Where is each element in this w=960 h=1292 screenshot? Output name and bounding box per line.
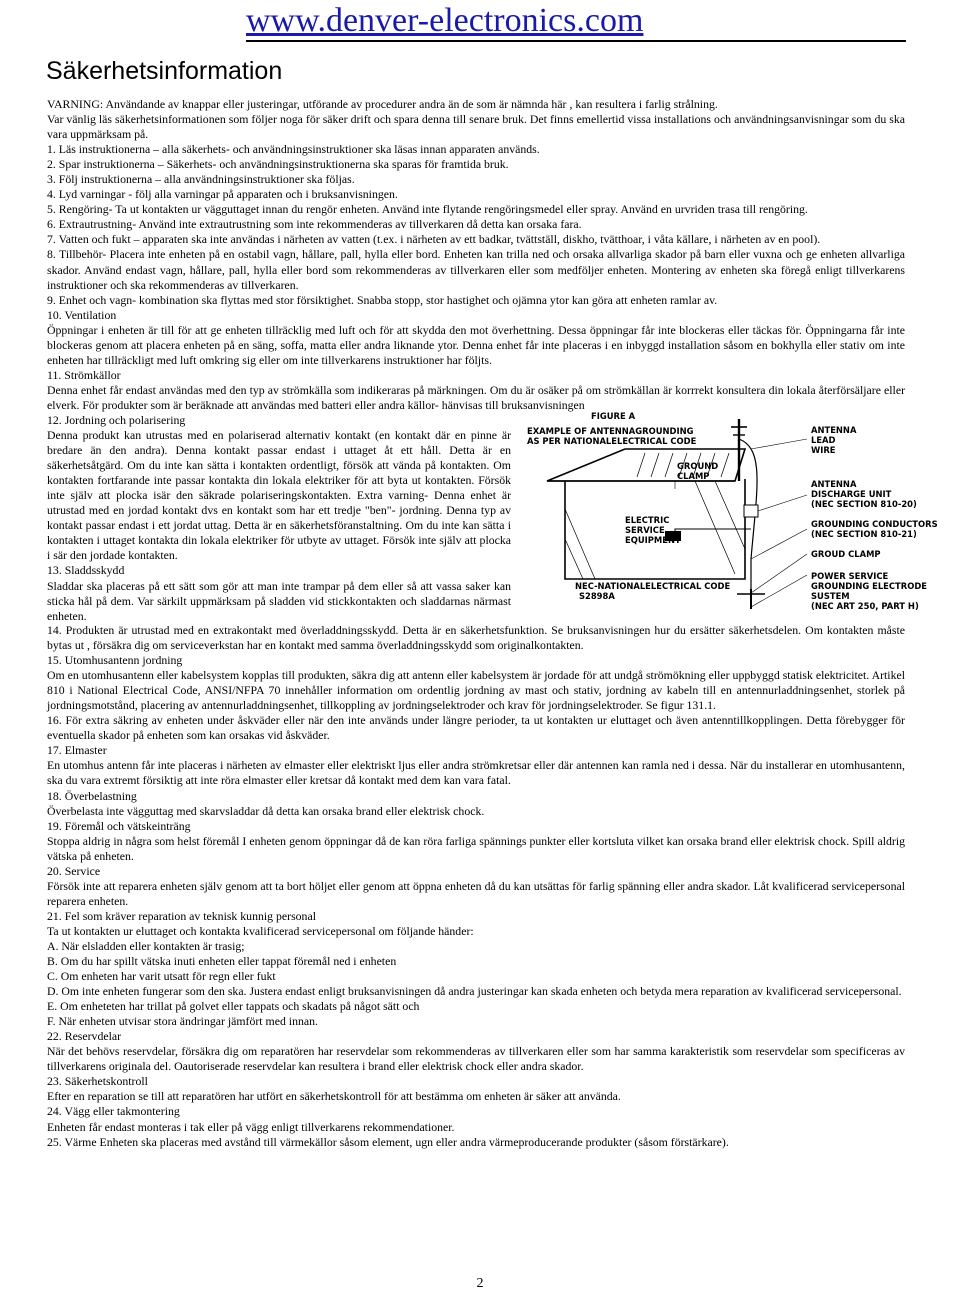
figure-title: FIGURE A bbox=[591, 410, 636, 421]
label-ground-clamp: GROUND bbox=[677, 460, 719, 471]
list-item: Stoppa aldrig in några som helst föremål I enheten genom öppningar då de kan röra farliga spännings punkter eller kortsluta vilket kan orsaka brand eller elektrisk chock. Spill aldrig vätska på enheten. bbox=[47, 833, 905, 863]
intro-paragraph: Var vänlig läs säkerhetsinformationen som följer noga för säker drift och spara denna till senare bruk. Det finns emellertid vissa installations och användningsanvisningar som du ska vara uppmärksam på. bbox=[47, 112, 905, 142]
list-item: B. Om du har spillt vätska inuti enheten eller tappat föremål ned i enheten bbox=[47, 954, 397, 969]
list-item: 9. Enhet och vagn- kombination ska flyttas med stor försiktighet. Snabba stopp, stor hastighet och ojämna ytor kan göra att enheten ramlar av. bbox=[47, 292, 718, 307]
list-item: Överbelasta inte vägguttag med skarvsladdar då detta kan orsaka brand eller elektrisk chock. bbox=[47, 803, 485, 818]
document-body bbox=[47, 97, 938, 1150]
label-electric-service: ELECTRIC bbox=[625, 514, 670, 525]
list-item: E. Om enheteten har trillat på golvet eller tappats och skadats på något sätt och bbox=[47, 999, 420, 1014]
label-discharge-unit: DISCHARGE UNIT bbox=[811, 488, 892, 499]
list-item: 1. Läs instruktionerna – alla säkerhets- och användningsinstruktioner ska läsas innan apparaten används. bbox=[47, 142, 540, 157]
list-item: Enheten får endast monteras i tak eller på vägg enligt tillverkarens rekommendationer. bbox=[47, 1119, 455, 1134]
label-antenna-lead: ANTENNA bbox=[811, 424, 857, 435]
label-power-service: GROUNDING ELECTRODE bbox=[811, 580, 927, 591]
website-url-link[interactable]: www.denver-electronics.com bbox=[246, 2, 644, 39]
section-heading: 21. Fel som kräver reparation av teknisk kunnig personal bbox=[47, 908, 316, 923]
list-item: Denna produkt kan utrustas med en polariserad alternativ kontakt (en kontakt där en pinne är bredare än den andra). Denna kontakt passar endast i uttaget åt ett håll. Detta är en säkerhetsåtgärd. Om du inte kan sätta i kontakten ordentligt, försök att vända på kontakten. Om kontakten fortfarande inte passar kontakta din lokala elektriker för att byta ut kontakten. Försök inte själv att plocka isär den säkrade polariseringskontakten. Extra varning- Denna enhet är utrustad med en jordad kontakt dvs en kontakt som har ett tredje "ben"- jordning. Denna typ av kontakt passar endast i ett jordat uttag. Detta är en säkerhetsföranstaltning. Om du inte kan sätta i kontakten i uttaget kontakta din lokala elektriker för utbyte av uttaget. Försök inte själv att plocka i sär den jordade kontakten. bbox=[47, 428, 511, 563]
list-item: 6. Extrautrustning- Använd inte extrautrustning som inte rekommenderas av tillverkaren då detta kan orsaka fara. bbox=[47, 217, 582, 232]
section-heading: 22. Reservdelar bbox=[47, 1029, 122, 1044]
list-item: Denna enhet får endast användas med den typ av strömkälla som indikeraras på märkningen. Om du är osäker på om strömkällan är korrrekt konsultera din lokala återförsäljare eller elverk. För produkter som är beräknade att användas med batteri eller andra källor- hänvisas till bruksanvisningen bbox=[47, 382, 905, 412]
list-item: F. När enheten utvisar stora ändringar jämfört med innan. bbox=[47, 1014, 318, 1029]
label-nec: NEC-NATIONALELECTRICAL CODE bbox=[575, 580, 731, 591]
label-nec: S2898A bbox=[579, 590, 615, 601]
section-heading: 20. Service bbox=[47, 863, 101, 878]
section-heading: 10. Ventilation bbox=[47, 307, 117, 322]
label-antenna-lead: LEAD bbox=[811, 434, 836, 445]
list-item: 3. Följ instruktionerna – alla användningsinstruktioner ska följas. bbox=[47, 172, 355, 187]
list-item: 2. Spar instruktionerna – Säkerhets- och användningsinstruktionerna ska sparas för framtida bruk. bbox=[47, 157, 509, 172]
label-power-service: (NEC ART 250, PART H) bbox=[811, 600, 919, 611]
section-heading: 13. Sladdsskydd bbox=[47, 563, 125, 578]
section-heading: 15. Utomhusantenn jordning bbox=[47, 653, 183, 668]
list-item: A. När elsladden eller kontakten är trasig; bbox=[47, 938, 245, 953]
page-title: Säkerhetsinformation bbox=[46, 57, 283, 85]
section-heading: 19. Föremål och vätskeinträng bbox=[47, 818, 191, 833]
discharge-unit bbox=[744, 505, 758, 517]
figure-subtitle: EXAMPLE OF ANTENNAGROUNDING bbox=[527, 425, 694, 436]
label-grounding-conductors: (NEC SECTION 810-21) bbox=[811, 528, 917, 539]
label-ground-clamp-2: GROUD CLAMP bbox=[811, 548, 881, 559]
list-item: 4. Lyd varningar - följ alla varningar på apparaten och i bruksanvisningen. bbox=[47, 187, 398, 202]
list-item: 14. Produkten är utrustad med en extrakontakt med överladdningsskydd. Detta är en säkerhetsfunktion. Se bruksanvisningen hur du ersätter säkerhetsdelen. Om kontakten måste bytas ut , försäkra dig om serviceverkstan har en kontakt med samma överladdningsskydd som originalkontakten. bbox=[47, 622, 905, 653]
list-item: När det behövs reservdelar, försäkra dig om reparatören har reservdelar som rekommenderas av tillverkaren eller som har samma karakteristik som reservdelar som specificeras av tillverkarens originala del. Oautoriserade reservdelar kan resultera i brand eller elektrisk chock eller andra skador. bbox=[47, 1044, 905, 1074]
grounding-section bbox=[47, 410, 938, 623]
section-heading: 24. Vägg eller takmontering bbox=[47, 1104, 180, 1119]
list-item: Ta ut kontakten ur eluttaget och kontakta kvalificerad servicepersonal om följande händer: bbox=[47, 923, 474, 938]
list-item: Försök inte att reparera enheten själv genom att ta bort höljet eller genom att öppna enheten då du kan utsättas för farlig spänning eller andra skador. Låt kvalificerad servicepersonal reparera enheten. bbox=[47, 878, 905, 908]
label-electric-service: SERVICE bbox=[625, 524, 665, 535]
label-ground-clamp: CLAMP bbox=[677, 470, 710, 481]
section-heading: 18. Överbelastning bbox=[47, 788, 137, 803]
label-power-service: SUSTEM bbox=[811, 590, 850, 601]
list-item: 16. För extra säkring av enheten under åskväder eller när den inte används under längre perioder, ta ut kontakten ur eluttaget och även antenntillkopplingen. Detta förebygger för eventuella skador på enheten som kan orsakas vid åskväder. bbox=[47, 713, 905, 743]
list-item: D. Om inte enheten fungerar som den ska. Justera endast enligt bruksanvisningen då andra justeringar kan skada enheten och betyda mera reparation av kvalificerad servicepersonal. bbox=[47, 984, 902, 999]
list-item: Om en utomhusantenn eller kabelsystem kopplas till produkten, säkra dig att antenn eller kabelsystem är jordade för att undgå strömökning eller uppbyggd statisk elektricitet. Artikel 810 i National Electrical Code, ANSI/NFPA 70 innehåller information om ordentlig jordning av mast och stativ, jordning av kabeln till en antennurladdningsenhet, storlek på jordningsmotstånd, placering av antennurladdningsenhet, tillkoppling av jordningselektroder och krav för jordningselektroder. Se figur 131.1. bbox=[47, 668, 905, 713]
antenna-grounding-figure bbox=[525, 409, 938, 621]
section-heading: 23. Säkerhetskontroll bbox=[47, 1074, 148, 1089]
section-heading: 12. Jordning och polarisering bbox=[47, 412, 186, 427]
warning-paragraph: VARNING: Användande av knappar eller justeringar, utförande av procedurer andra än de som är nämnda här , kan resultera i farlig strålning. bbox=[47, 97, 718, 111]
label-power-service: POWER SERVICE bbox=[811, 570, 889, 581]
page-number: 2 bbox=[476, 1276, 484, 1291]
label-electric-service: EQUIPMENT bbox=[625, 534, 681, 545]
label-discharge-unit: (NEC SECTION 810-20) bbox=[811, 498, 917, 509]
list-item: Öppningar i enheten är till för att ge enheten tillräcklig med luft och för att skydda den mot överhettning. Dessa öppningar får inte blockeras eller täckas för. Öppningarna får inte blockeras genom att placera enheten på en säng, soffa, matta eller andra liknande ytor. Denna enhet får inte placeras i en inbyggd installation såsom en bokhylla eller stativ om inte enheten har tillräckligt med luft omkring sig eller om inte tillverkarens instruktioner har följts. bbox=[47, 322, 905, 367]
list-item: En utomhus antenn får inte placeras i närheten av elmaster eller elektriskt ljus eller andra strömkretsar eller där antennen kan ramla ned i dessa. När du installerar en utomhusantenn, ska du vara extremt försiktig att inte röra elmaster eller kretsar då kontakt med dem kan vara fatal. bbox=[47, 758, 905, 788]
list-item: 25. Värme Enheten ska placeras med avstånd till värmekällor såsom element, ugn eller andra värmeproducerande produkter (såsom förstärkare). bbox=[47, 1134, 729, 1149]
header-rule bbox=[246, 40, 906, 42]
section-heading: 11. Strömkällor bbox=[47, 367, 121, 382]
section-heading: 17. Elmaster bbox=[47, 743, 107, 758]
label-discharge-unit: ANTENNA bbox=[811, 478, 857, 489]
list-item: Sladdar ska placeras på ett sätt som gör att man inte trampar på dem eller så att vassa saker kan sticka hål på dem. Var särkilt uppmärksam på sladden vid stickkontakten och sladdarnas närmast enheten. bbox=[47, 578, 511, 623]
label-antenna-lead: WIRE bbox=[811, 444, 836, 455]
list-item: Efter en reparation se till att reparatören har utfört en säkerhetskontroll för att bestämma om enheten är säker att använda. bbox=[47, 1089, 621, 1104]
list-item: 7. Vatten och fukt – apparaten ska inte användas i närheten av vatten (t.ex. i närheten av ett badkar, tvättställ, diskho, tvätthoar, i våta källare, i närheten av en pool). bbox=[47, 232, 821, 247]
label-grounding-conductors: GROUNDING CONDUCTORS bbox=[811, 518, 938, 529]
figure-subtitle: AS PER NATIONALELECTRICAL CODE bbox=[527, 435, 697, 446]
list-item: 8. Tillbehör- Placera inte enheten på en ostabil vagn, hållare, pall, hylla eller bord. Enheten kan trilla ned och orsaka allvarliga skador på barn eller vuxna och ge enheten allvarliga skador. Använd endast vagn, hållare, pall, hylla eller bord som rekommenderas av tillverkaren eller som medföljer enheten. Montering av enheten ska föregå enligt tillverkarens instruktioner och ska rekommenderas av tillverkaren. bbox=[47, 247, 905, 292]
list-item: 5. Rengöring- Ta ut kontakten ur vägguttaget innan du rengör enheten. Använd inte flytande rengöringsmedel eller spray. Använd en urvriden trasa till rengöring. bbox=[47, 202, 808, 217]
list-item: C. Om enheten har varit utsatt för regn eller fukt bbox=[47, 969, 276, 984]
